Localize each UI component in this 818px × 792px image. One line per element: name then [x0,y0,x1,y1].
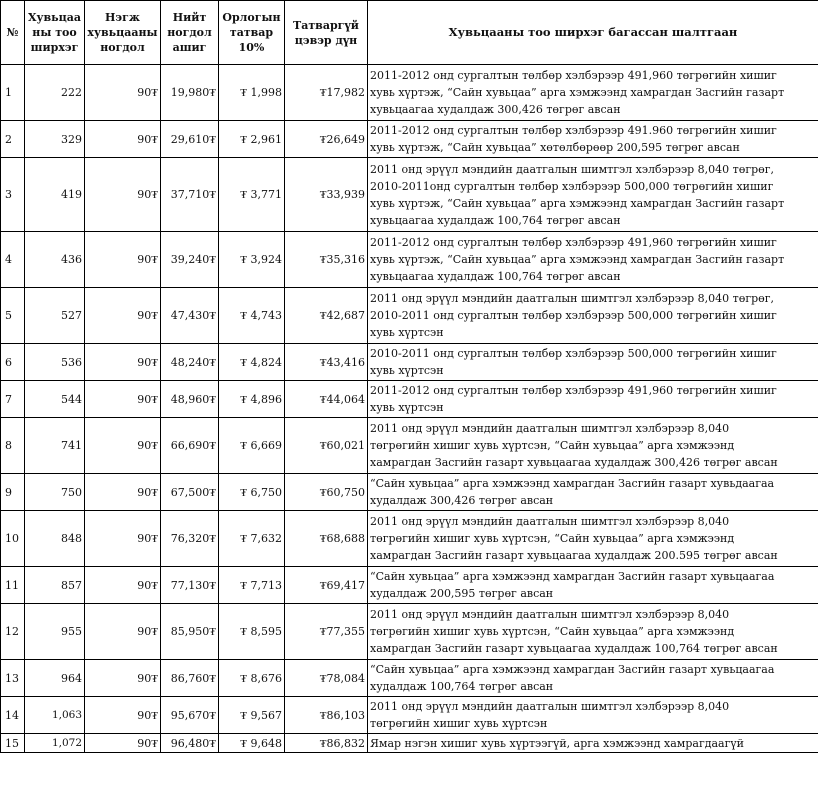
cell-no: 3 [1,158,25,232]
reason-line: хувь хүртэж, “Сайн хувьцаа” арга хэмжээнд хамрагдан Засгийн газарт [370,253,785,266]
cell-no: 15 [1,734,25,753]
cell-reason [368,65,818,121]
cell-net-amount: ₮43,416 [285,344,368,381]
cell-shares: 536 [25,344,85,381]
cell-net-amount: ₮44,064 [285,381,368,418]
reason-line: төгрөгийн хишиг хувь хүртсэн [370,717,548,730]
cell-reason [368,288,818,344]
cell-no: 10 [1,511,25,567]
reason-line: хамрагдан Засгийн газарт хувьцаагаа худалдаж 100,764 төгрөг авсан [370,642,778,655]
cell-shares: 436 [25,232,85,288]
cell-shares: 527 [25,288,85,344]
header-reason-line: Хувьцааны тоо ширхэг багассан шалтгаан [448,25,738,39]
header-total-dividend-line: ашиг [172,41,207,54]
table-row [1,511,818,567]
cell-unit-price: 90₮ [85,567,161,604]
reason-line: 2011 онд эрүүл мэндийн даатгалын шимтгэл хэлбэрээр 8,040 төгрөг, [370,292,775,305]
cell-net-amount: ₮35,316 [285,232,368,288]
header-shares-line: Хувьцаа [27,11,82,24]
table-row [1,344,818,381]
cell-unit-price: 90₮ [85,697,161,734]
reason-line: 2010-2011 онд сургалтын төлбөр хэлбэрээр 500,000 төгрөгийн хишиг [370,347,777,360]
cell-unit-price: 90₮ [85,344,161,381]
cell-no: 8 [1,418,25,474]
cell-income-tax: ₮ 6,750 [219,474,285,511]
cell-no: 9 [1,474,25,511]
cell-net-amount: ₮60,021 [285,418,368,474]
cell-unit-price: 90₮ [85,288,161,344]
reason-line: хувьцаагаа худалдаж 100,764 төгрөг авсан [370,213,621,227]
header-no [1,1,25,65]
reason-line: “Сайн хувьцаа” арга хэмжээнд хамрагдан Засгийн газарт хувьцаагаа [370,663,775,676]
cell-shares: 857 [25,567,85,604]
cell-no: 2 [1,121,25,158]
cell-shares: 544 [25,381,85,418]
header-income-tax [219,1,285,65]
reason-line: худалдаж 100,764 төгрөг авсан [370,680,554,693]
cell-unit-price: 90₮ [85,604,161,660]
reason-line: “Сайн хувьцаа” арга хэмжээнд хамрагдан Засгийн газарт хувьдаагаа [370,477,775,490]
table-row [1,65,818,121]
reason-line: хувь хүртсэн [370,364,444,377]
cell-income-tax: ₮ 4,824 [219,344,285,381]
cell-net-amount: ₮86,103 [285,697,368,734]
reason-line: Ямар нэгэн хишиг хувь хүртээгүй, арга хэмжээнд хамрагдаагүй [370,736,744,750]
reason-line: 2011 онд эрүүл мэндийн даатгалын шимтгэл хэлбэрээр 8,040 төгрөг, [370,162,775,176]
cell-income-tax: ₮ 9,648 [219,734,285,753]
table-row [1,121,818,158]
cell-total-dividend: 76,320₮ [161,511,219,567]
cell-reason [368,660,818,697]
reason-line: 2011 онд эрүүл мэндийн даатгалын шимтгэл хэлбэрээр 8,040 [370,608,730,621]
cell-reason [368,734,818,753]
reason-line: 2010-2011онд сургалтын төлбөр хэлбэрээр 500,000 төгрөгийн хишиг [370,179,774,193]
cell-total-dividend: 37,710₮ [161,158,219,232]
reason-line: хамрагдан Засгийн газарт хувьцаагаа худалдаж 200.595 төгрөг авсан [370,549,778,562]
header-reason [368,1,818,65]
table-row [1,474,818,511]
cell-income-tax: ₮ 8,595 [219,604,285,660]
reason-line: хувь хүртэж, “Сайн хувьцаа” арга хэмжээнд хамрагдан Засгийн газарт [370,196,785,210]
cell-total-dividend: 48,240₮ [161,344,219,381]
header-income-tax-line: 10% [238,41,265,54]
cell-unit-price: 90₮ [85,381,161,418]
cell-total-dividend: 48,960₮ [161,381,219,418]
table-row [1,288,818,344]
cell-net-amount: ₮69,417 [285,567,368,604]
cell-income-tax: ₮ 3,924 [219,232,285,288]
cell-income-tax: ₮ 6,669 [219,418,285,474]
cell-income-tax: ₮ 7,713 [219,567,285,604]
table-row [1,604,818,660]
table-row [1,381,818,418]
cell-total-dividend: 19,980₮ [161,65,219,121]
table-row [1,158,818,232]
reason-line: 2011 онд эрүүл мэндийн даатгалын шимтгэл хэлбэрээр 8,040 [370,422,730,435]
cell-reason [368,232,818,288]
reason-line: 2011-2012 онд сургалтын төлбөр хэлбэрээр 491,960 төгрөгийн хишиг [370,236,777,249]
cell-reason [368,158,818,232]
table-row [1,418,818,474]
cell-total-dividend: 39,240₮ [161,232,219,288]
cell-reason [368,567,818,604]
table-row [1,567,818,604]
header-row [1,1,818,65]
cell-total-dividend: 86,760₮ [161,660,219,697]
reason-line: 2011-2012 онд сургалтын төлбөр хэлбэрээр 491,960 төгрөгийн хишиг [370,384,777,397]
cell-no: 4 [1,232,25,288]
cell-net-amount: ₮42,687 [285,288,368,344]
header-unit-price-line: ногдол [100,41,145,54]
cell-reason [368,121,818,158]
reason-line: хувь хүртсэн [370,326,444,339]
cell-total-dividend: 95,670₮ [161,697,219,734]
reason-line: хамрагдан Засгийн газарт хувьцаагаа худалдаж 300,426 төгрөг авсан [370,456,778,469]
header-income-tax-line: Орлогын [222,11,281,24]
header-net-amount [285,1,368,65]
cell-net-amount: ₮68,688 [285,511,368,567]
cell-shares: 848 [25,511,85,567]
header-no-line: № [6,26,19,39]
cell-total-dividend: 77,130₮ [161,567,219,604]
cell-shares: 741 [25,418,85,474]
cell-income-tax: ₮ 1,998 [219,65,285,121]
cell-unit-price: 90₮ [85,232,161,288]
reason-line: төгрөгийн хишиг хувь хүртсэн, “Сайн хувьцаа” арга хэмжээнд [370,625,735,638]
cell-net-amount: ₮60,750 [285,474,368,511]
cell-total-dividend: 67,500₮ [161,474,219,511]
cell-total-dividend: 66,690₮ [161,418,219,474]
header-unit-price-line: хувьцааны [87,26,158,39]
cell-total-dividend: 85,950₮ [161,604,219,660]
cell-unit-price: 90₮ [85,474,161,511]
reason-line: төгрөгийн хишиг хувь хүртсэн, “Сайн хувьцаа” арга хэмжээнд [370,532,735,545]
cell-total-dividend: 96,480₮ [161,734,219,753]
table-row [1,660,818,697]
reason-line: 2011 онд эрүүл мэндийн даатгалын шимтгэл хэлбэрээр 8,040 [370,700,730,713]
header-total-dividend [161,1,219,65]
cell-unit-price: 90₮ [85,511,161,567]
cell-shares: 222 [25,65,85,121]
header-unit-price-line: Нэгж [105,11,140,24]
header-unit-price [85,1,161,65]
reason-line: төгрөгийн хишиг хувь хүртсэн, “Сайн хувьцаа” арга хэмжээнд [370,439,735,452]
reason-line: 2011-2012 онд сургалтын төлбөр хэлбэрээр 491.960 төгрөгийн хишиг [370,124,777,137]
cell-income-tax: ₮ 7,632 [219,511,285,567]
header-income-tax-line: татвар [229,26,274,39]
cell-shares: 750 [25,474,85,511]
reason-line: 2010-2011 онд сургалтын төлбөр хэлбэрээр 500,000 төгрөгийн хишиг [370,309,777,322]
reason-line: 2011 онд эрүүл мэндийн даатгалын шимтгэл хэлбэрээр 8,040 [370,515,730,528]
header-shares-line: ны тоо [32,26,77,39]
cell-net-amount: ₮26,649 [285,121,368,158]
cell-reason [368,604,818,660]
cell-income-tax: ₮ 2,961 [219,121,285,158]
cell-reason [368,511,818,567]
cell-total-dividend: 47,430₮ [161,288,219,344]
reason-line: худалдаж 200,595 төгрөг авсан [370,587,554,600]
cell-shares: 1,072 [25,734,85,753]
cell-income-tax: ₮ 9,567 [219,697,285,734]
cell-reason [368,418,818,474]
reason-line: хувьцаагаа худалдаж 300,426 төгрөг авсан [370,103,621,116]
reason-line: 2011-2012 онд сургалтын төлбөр хэлбэрээр 491,960 төгрөгийн хишиг [370,69,777,82]
cell-no: 6 [1,344,25,381]
cell-no: 1 [1,65,25,121]
header-shares [25,1,85,65]
cell-unit-price: 90₮ [85,660,161,697]
header-total-dividend-line: ногдол [167,26,212,39]
reason-line: хувь хүртэж, “Сайн хувьцаа” арга хэмжээнд хамрагдан Засгийн газарт [370,86,785,99]
cell-no: 7 [1,381,25,418]
cell-unit-price: 90₮ [85,418,161,474]
cell-income-tax: ₮ 8,676 [219,660,285,697]
cell-net-amount: ₮86,832 [285,734,368,753]
table-row [1,734,818,753]
cell-reason [368,697,818,734]
cell-unit-price: 90₮ [85,158,161,232]
cell-shares: 419 [25,158,85,232]
reason-line: хувьцаагаа худалдаж 100,764 төгрөг авсан [370,270,621,283]
table-row [1,697,818,734]
table-row [1,232,818,288]
cell-no: 13 [1,660,25,697]
cell-unit-price: 90₮ [85,734,161,753]
header-total-dividend-line: Нийт [172,11,207,24]
cell-net-amount: ₮33,939 [285,158,368,232]
header-shares-line: ширхэг [30,41,79,54]
cell-net-amount: ₮77,355 [285,604,368,660]
cell-shares: 1,063 [25,697,85,734]
cell-total-dividend: 29,610₮ [161,121,219,158]
cell-income-tax: ₮ 4,896 [219,381,285,418]
cell-income-tax: ₮ 3,771 [219,158,285,232]
cell-unit-price: 90₮ [85,65,161,121]
cell-no: 11 [1,567,25,604]
header-net-amount-line: цэвэр дүн [294,33,358,47]
header-net-amount-line: Татваргүй [293,18,359,32]
cell-shares: 955 [25,604,85,660]
cell-net-amount: ₮17,982 [285,65,368,121]
cell-no: 12 [1,604,25,660]
reason-line: “Сайн хувьцаа” арга хэмжээнд хамрагдан Засгийн газарт хувьцаагаа [370,570,775,583]
cell-reason [368,381,818,418]
cell-shares: 329 [25,121,85,158]
cell-reason [368,474,818,511]
cell-income-tax: ₮ 4,743 [219,288,285,344]
reason-line: хувь хүртсэн [370,401,444,414]
cell-shares: 964 [25,660,85,697]
table-body [1,65,818,753]
cell-no: 5 [1,288,25,344]
cell-net-amount: ₮78,084 [285,660,368,697]
reason-line: худалдаж 300,426 төгрөг авсан [370,494,554,507]
cell-no: 14 [1,697,25,734]
cell-unit-price: 90₮ [85,121,161,158]
reason-line: хувь хүртэж, “Сайн хувьцаа” хөтөлбөрөөр 200,595 төгрөг авсан [370,141,740,154]
cell-reason [368,344,818,381]
